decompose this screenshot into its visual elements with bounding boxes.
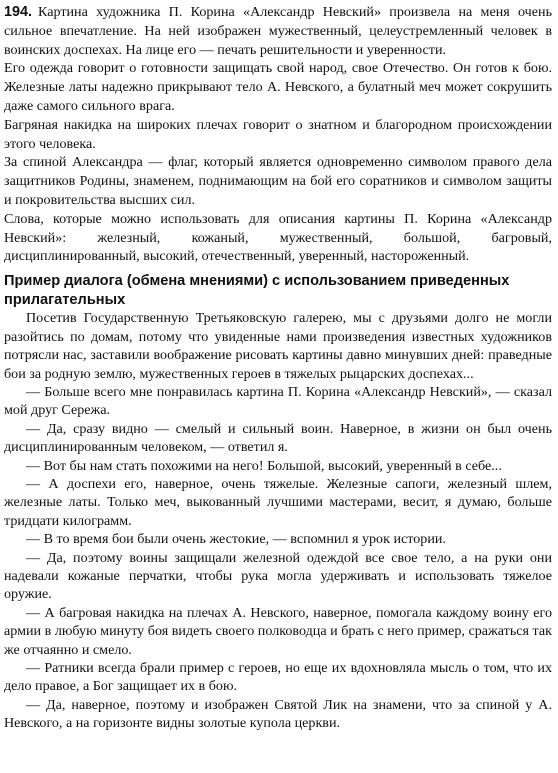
- dialog-line: — Вот бы нам стать похожими на него! Большой, высокий, уверенный в себе...: [26, 457, 502, 474]
- textbook-page: [4, 3, 552, 733]
- exercise-paragraph: Его одежда говорит о готовности защищать свой народ, свое Отечество. Он готов к бою. Железные латы надежно прикрывают тело А. Невского, а булатный меч может сокрушить даже самого сильного врага.: [4, 60, 552, 114]
- exercise-paragraph: [4, 3, 552, 59]
- dialog-paragraph: Посетив Государственную Третьяковскую галерею, мы с друзьями долго не могли разойтись по домам, потому что увиденные нами произведения известных художников потрясли нас, заставили воображение рисовать картины давно минувших дней: праведные бои за родную землю, мужественных героев в тяжелых рыцарских доспехах...: [4, 310, 552, 382]
- dialog-line: — А доспехи его, наверное, очень тяжелые. Железные сапоги, железный шлем, железные латы. Только меч, выкованный лучшими мастерами, весит, я думаю, больше тридцати килограмм.: [4, 476, 552, 529]
- dialog-line: — Да, поэтому воины защищали железной одеждой все свое тело, а на руки они надевали кожаные перчатки, чтобы рука могла удерживать и использовать тяжелое оружие.: [4, 549, 552, 603]
- exercise-paragraph: Слова, которые можно использовать для описания картины П. Корина «Александр Невский»: железный, кожаный, мужественный, большой, багровый, дисциплинированный, высокий, отечественный, уверенный, настороженный.: [4, 210, 552, 265]
- dialog-line: — А багровая накидка на плечах А. Невского, наверное, помогала каждому воину его армии в любую минуту боя видеть своего полководца и брать с него пример, сражаться так же отчаянно и смело.: [4, 604, 552, 658]
- dialog-line: — В то время бои были очень жестокие, — вспомнил я урок истории.: [26, 531, 446, 548]
- exercise-number: 194.: [4, 4, 33, 20]
- dialog-line: — Да, наверное, поэтому и изображен Святой Лик на знамени, что за спиной у А. Невского, а на горизонте видны золотые купола церкви.: [4, 696, 552, 732]
- exercise-paragraph: За спиной Александра — флаг, который является одновременно символом правого дела защитников Родины, знаменем, поднимающим на бой его соратников и символом защиты и покровительства высших сил.: [4, 154, 552, 208]
- dialog-line: — Больше всего мне понравилась картина П. Корина «Александр Невский», — сказал мой друг Сережа.: [4, 383, 552, 419]
- exercise-paragraph: Багряная накидка на широких плечах говорит о знатном и благородном происхождении этого человека.: [4, 116, 552, 152]
- exercise-text: Картина художника П. Корина «Александр Невский» произвела на меня очень сильное впечатление. На ней изображен мужественный, целеустремленный человек в воинских доспехах. На лице его — печать решительности и уверенности.: [4, 4, 552, 58]
- dialog-line: — Ратники всегда брали пример с героев, но еще их вдохновляла мысль о том, что их дело правое, а Бог защищает их в бою.: [4, 660, 552, 695]
- dialog-line: — Да, сразу видно — смелый и сильный воин. Наверное, в жизни он был очень дисциплинированным человеком, — ответил я.: [4, 420, 552, 456]
- dialog-heading: Пример диалога (обмена мнениями) с использованием приведенных прилагательных: [4, 273, 510, 308]
